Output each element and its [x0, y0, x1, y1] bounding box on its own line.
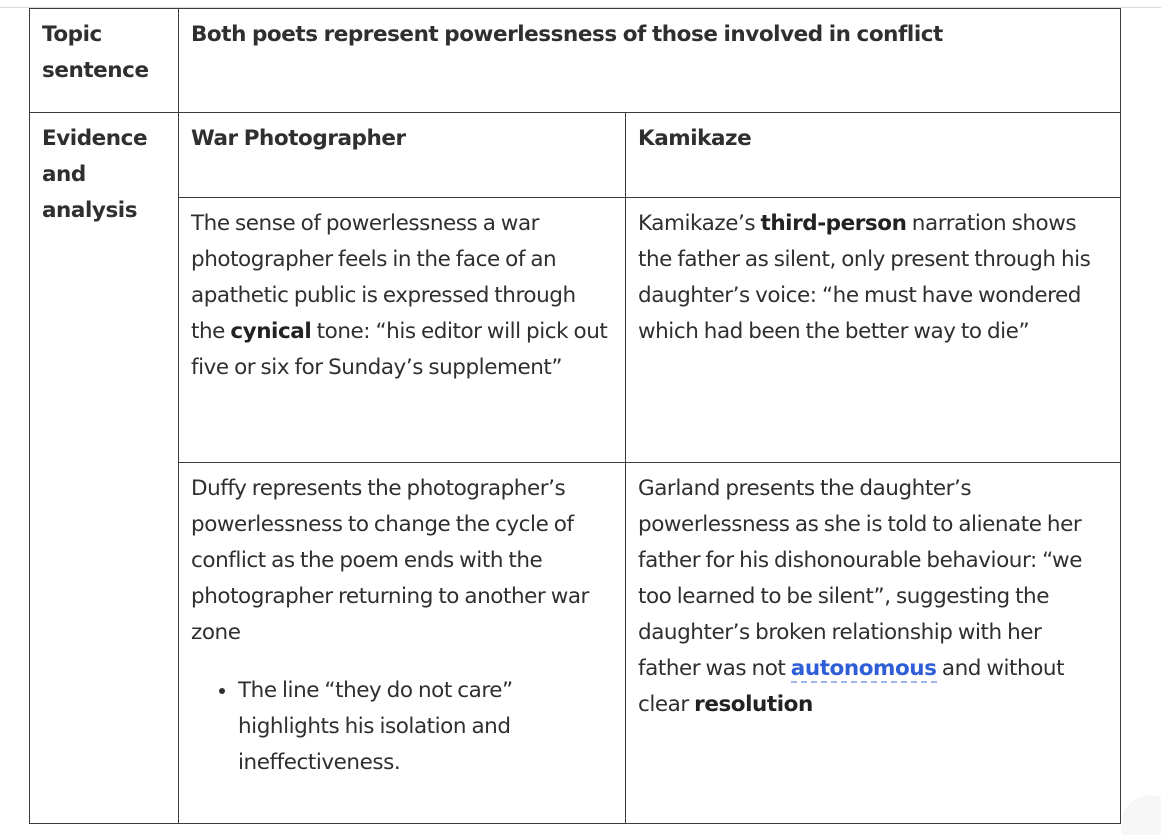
glossary-link-autonomous[interactable]: autonomous — [790, 656, 937, 681]
key-term: resolution — [694, 692, 813, 717]
evidence-label: Evidence and analysis — [30, 113, 179, 824]
analysis-text: tone: “his editor will pick out five or six for Sunday’s supplement” — [191, 319, 608, 380]
key-term: cynical — [230, 319, 312, 344]
analysis-text: narration shows the father as silent, only present through his daughter’s voice: “he must have wondered which had been the better way to die” — [638, 211, 1091, 344]
corner-shadow — [1121, 795, 1161, 835]
topic-label: Topic sentence — [30, 9, 179, 113]
analysis-text: Kamikaze’s — [638, 211, 761, 236]
evidence-row-2 — [30, 463, 1121, 824]
war-photographer-analysis-1 — [179, 198, 626, 463]
column-header-kamikaze: Kamikaze — [626, 113, 1121, 198]
analysis-text: The sense of powerlessness a war photographer feels in the face of an apathetic public is expressed through the — [191, 211, 576, 344]
topic-sentence: Both poets represent powerlessness of those involved in conflict — [179, 9, 1121, 113]
analysis-text: and without clear — [638, 656, 1065, 717]
analysis-text: Garland presents the daughter’s powerlessness as she is told to alienate her father for his dishonourable behaviour: “we too learned to be silent”, suggesting the daughter’s broken relationship with her father was not — [638, 476, 1082, 681]
comparison-table — [29, 8, 1121, 824]
evidence-row-1 — [30, 198, 1121, 463]
top-divider — [0, 0, 1161, 8]
bullet-item: • The line “they do not care” highlights his isolation and ineffectiveness. — [238, 673, 613, 781]
war-photographer-analysis-2 — [179, 463, 626, 824]
evidence-header-row — [30, 113, 1121, 198]
bullet-list — [191, 673, 613, 781]
kamikaze-analysis-2 — [626, 463, 1121, 824]
key-term: third-person — [760, 211, 907, 236]
analysis-text: Duffy represents the photographer’s powerlessness to change the cycle of conflict as the poem ends with the photographer returning to another war zone — [191, 476, 589, 645]
column-header-war-photographer: War Photographer — [179, 113, 626, 198]
kamikaze-analysis-1 — [626, 198, 1121, 463]
topic-row — [30, 9, 1121, 113]
